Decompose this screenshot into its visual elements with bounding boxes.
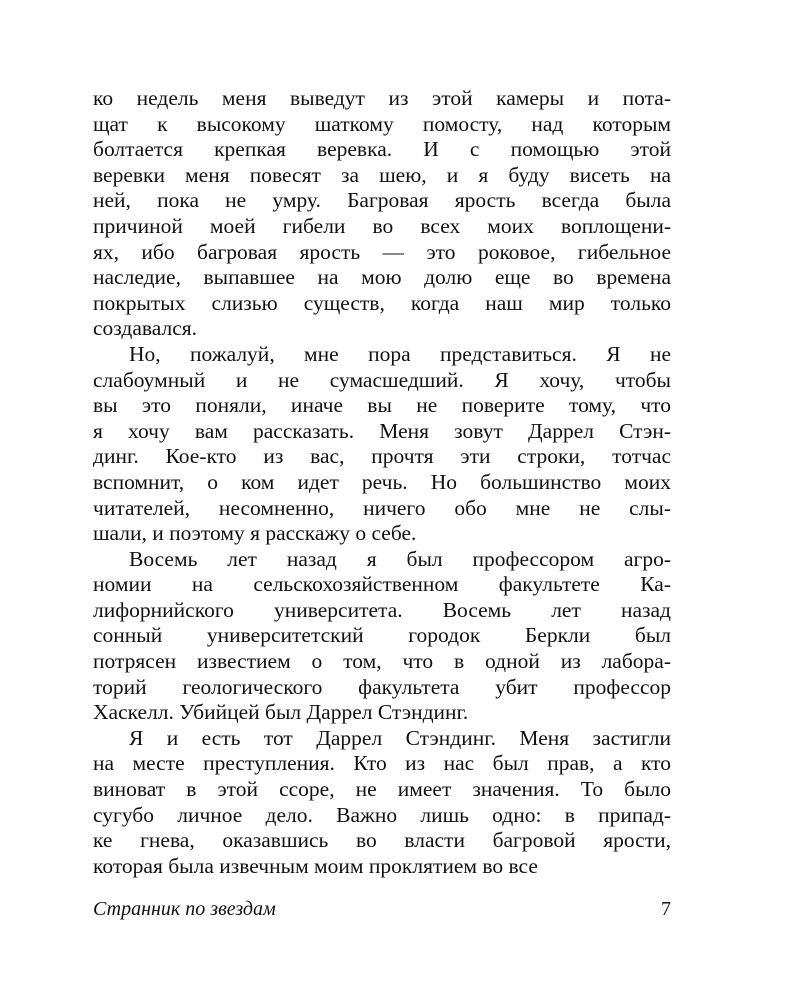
text-line: шали, и поэтому я расскажу о себе. (93, 521, 417, 546)
text-line: ке гнева, оказавшись во власти багровой ярости, (93, 828, 671, 853)
paragraph (93, 547, 671, 726)
text-line: щат к высокому шаткому помосту, над которым (93, 111, 671, 136)
running-title: Странник по звездам (93, 898, 276, 920)
text-line: болтается крепкая веревка. И с помощью этой (93, 137, 671, 162)
text-line: сонный университетский городок Беркли был (93, 623, 671, 648)
text-line: на месте преступления. Кто из нас был прав, а кто (93, 751, 671, 776)
text-line: слабоумный и не сумасшедший. Я хочу, чтобы (93, 367, 671, 392)
text-line: вспомнит, о ком идет речь. Но большинство моих (93, 469, 671, 494)
text-line: веревки меня повесят за шею, и я буду висеть на (93, 162, 671, 187)
page-footer (93, 898, 671, 926)
text-line: покрытых слизью существ, когда наш мир только (93, 290, 671, 315)
text-line: ях, ибо багровая ярость — это роковое, гибельное (93, 239, 671, 264)
text-line: я хочу вам рассказать. Меня зовут Даррел Стэн- (93, 418, 671, 443)
text-line: Я и есть тот Даррел Стэндинг. Меня застигли (129, 725, 671, 750)
text-line: которая была извечным моим проклятием во все (93, 853, 538, 878)
text-line: лифорнийского университета. Восемь лет назад (93, 597, 671, 622)
text-line: ней, пока не умру. Багровая ярость всегда была (93, 188, 671, 213)
text-line: торий геологического факультета убит профессор (93, 674, 671, 699)
page-body (93, 86, 671, 879)
text-line: причиной моей гибели во всех моих воплощени- (93, 213, 671, 238)
text-line: читателей, несомненно, ничего обо мне не слы- (93, 495, 671, 520)
text-line: ко недель меня выведут из этой камеры и пота- (93, 86, 671, 110)
paragraph (93, 342, 671, 547)
paragraph (93, 86, 671, 342)
text-line: наследие, выпавшее на мою долю еще во времена (93, 265, 671, 290)
page-number: 7 (661, 898, 671, 920)
text-line: Восемь лет назад я был профессором агро- (129, 546, 671, 571)
paragraph (93, 726, 671, 880)
text-line: динг. Кое-кто из вас, прочтя эти строки, тотчас (93, 444, 671, 469)
text-line: номии на сельскохозяйственном факультете Ка- (93, 572, 671, 597)
text-line: создавался. (93, 316, 198, 341)
text-line: вы это поняли, иначе вы не поверите тому, что (93, 393, 671, 418)
text-line: Но, пожалуй, мне пора представиться. Я не (129, 341, 671, 366)
text-line: Хаскелл. Убийцей был Даррел Стэндинг. (93, 700, 469, 725)
text-line: сугубо личное дело. Важно лишь одно: в припад- (93, 802, 671, 827)
text-line: виноват в этой ссоре, не имеет значения. То было (93, 777, 671, 802)
text-line: потрясен известием о том, что в одной из лабора- (93, 649, 671, 674)
